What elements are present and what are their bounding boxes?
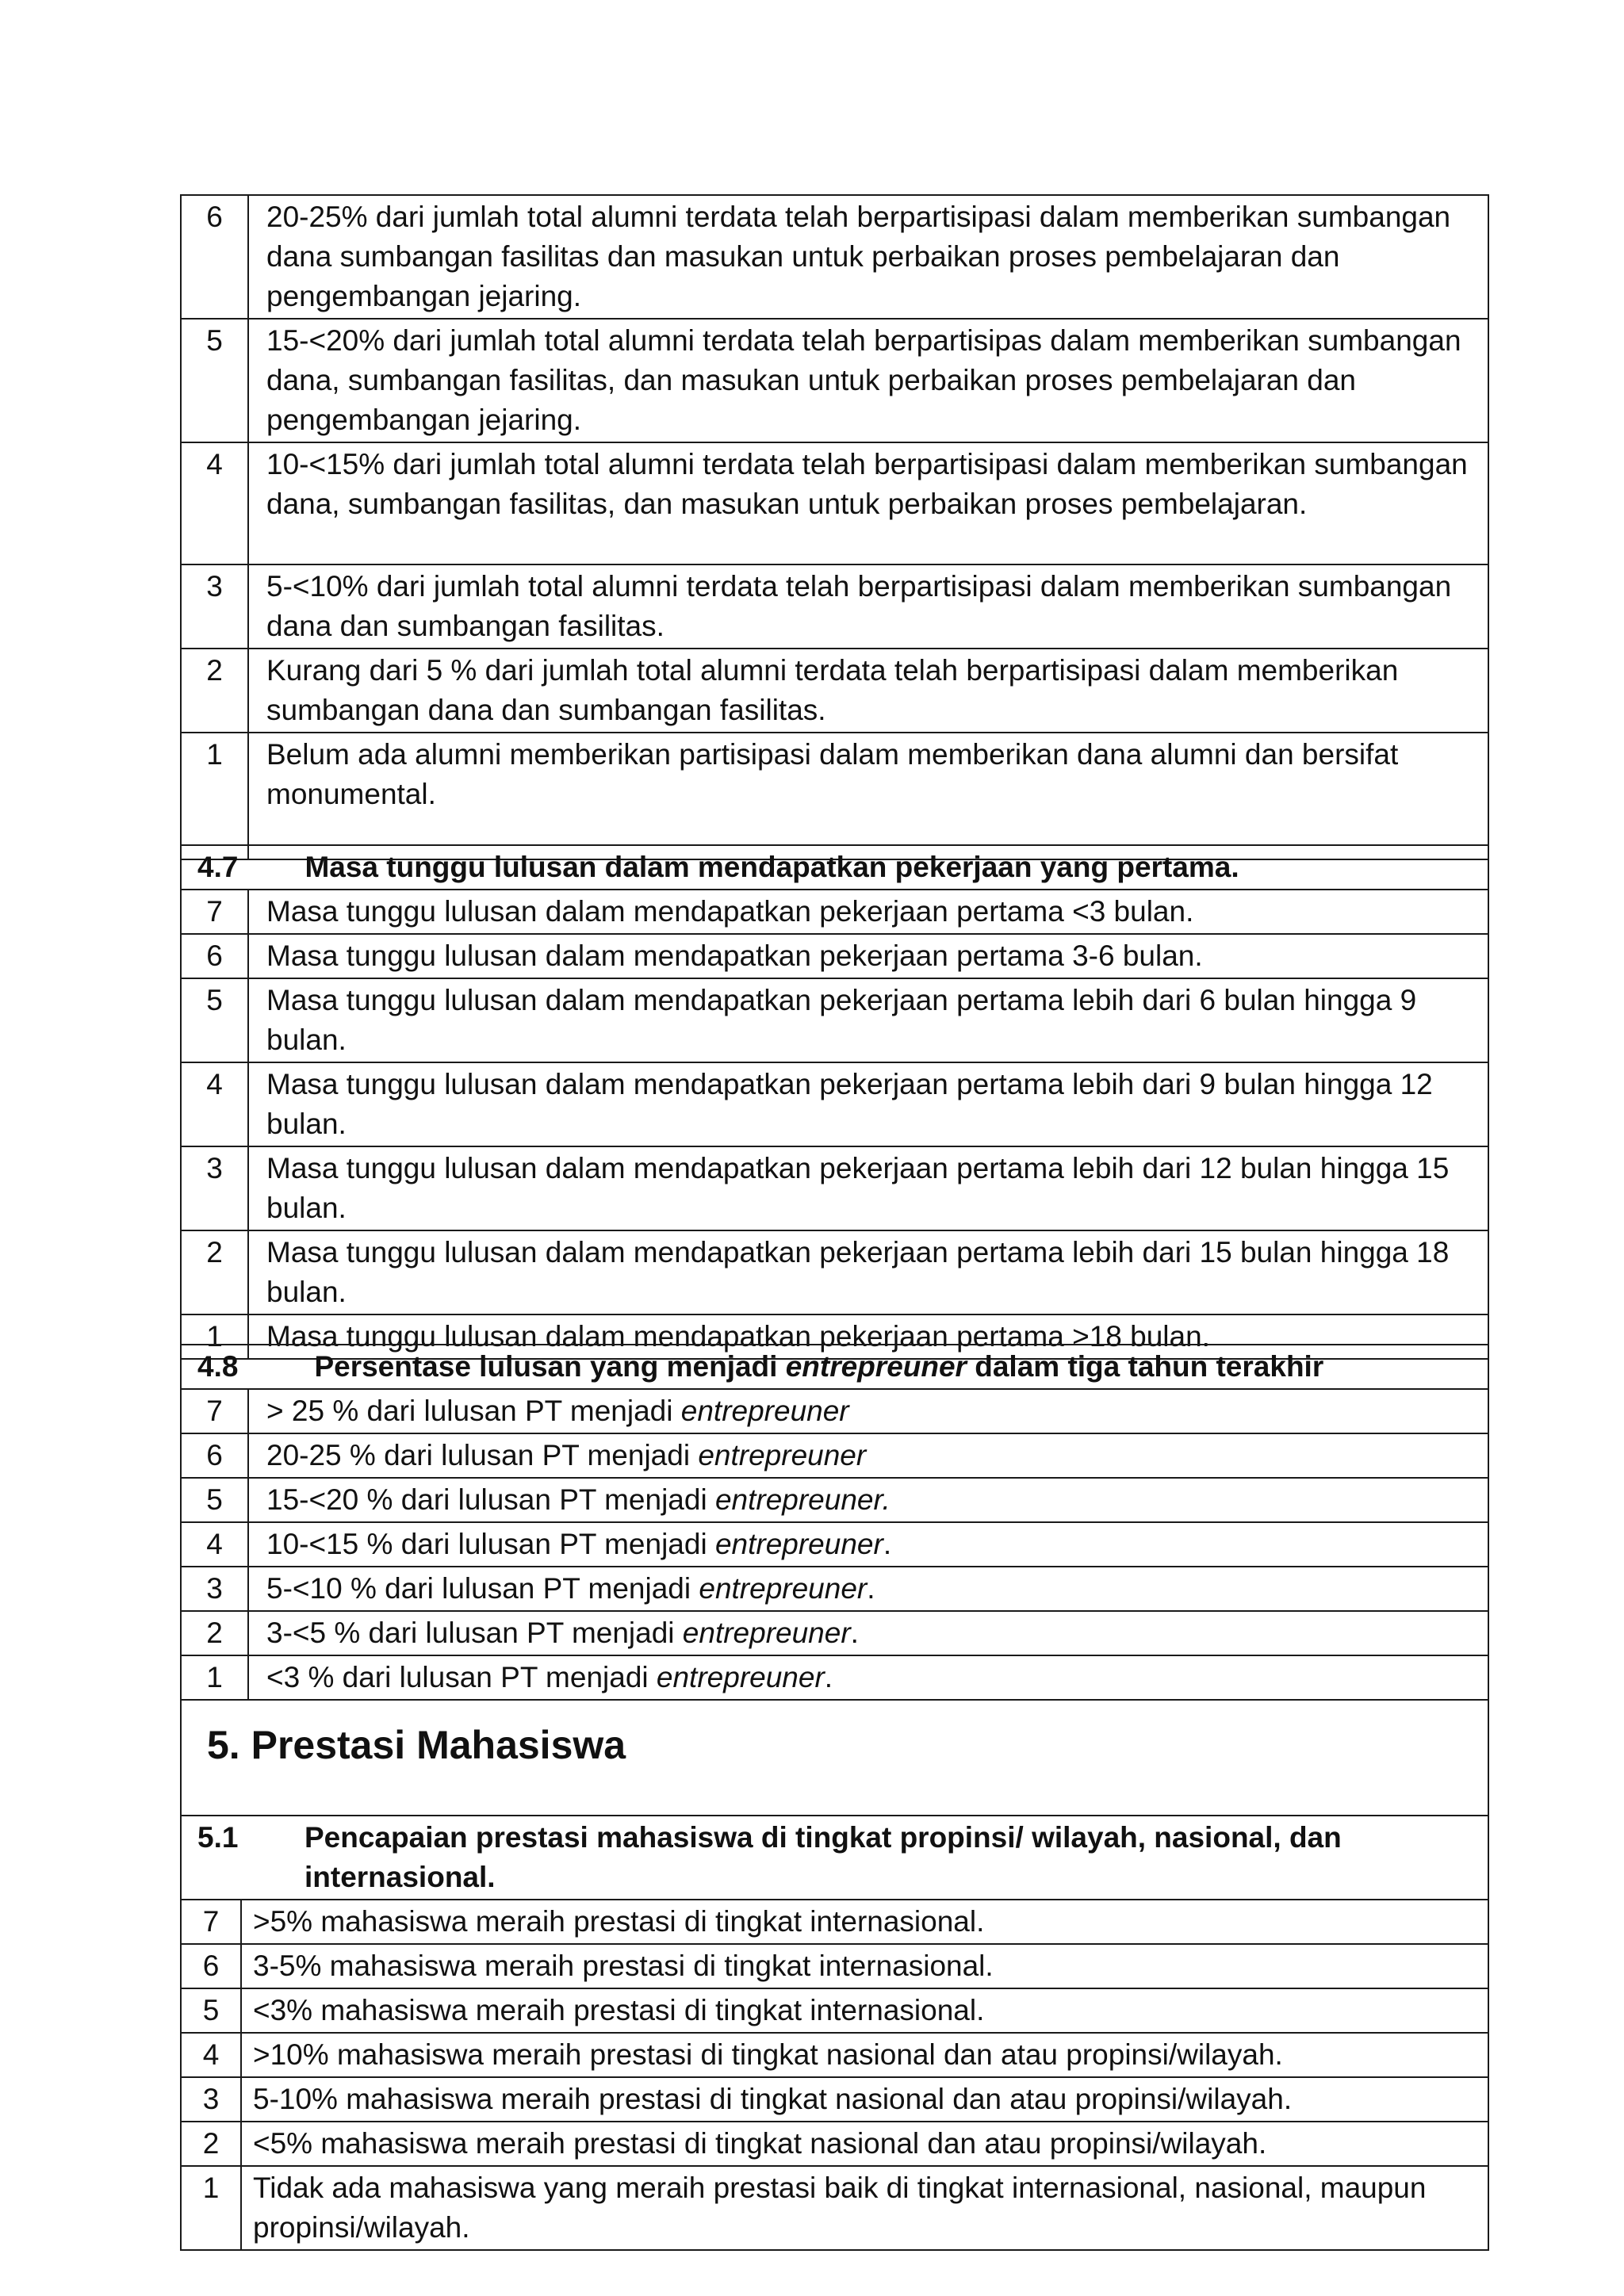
- score-cell: 1: [181, 1314, 248, 1359]
- table-row: [181, 649, 1488, 733]
- score-cell: 2: [181, 1611, 248, 1655]
- criteria-cell: 20-25% dari jumlah total alumni terdata telah berpartisipasi dalam memberikan sumbangan dana sumbangan fasilitas dan masukan untuk perbaikan proses pembelajaran dan pengembangan jejaring.: [248, 195, 1488, 319]
- criteria-cell: Masa tunggu lulusan dalam mendapatkan pekerjaan pertama lebih dari 6 bulan hingga 9 bulan.: [248, 978, 1488, 1062]
- criteria-emphasis: entrepreuner.: [714, 1483, 891, 1516]
- criteria-tail: .: [850, 1617, 859, 1649]
- table-row: [181, 1478, 1488, 1522]
- criteria-cell: [248, 1611, 1488, 1655]
- alumni-participation-table: [180, 194, 1489, 860]
- criteria-cell: 15-<20% dari jumlah total alumni terdata telah berpartisipas dalam memberikan sumbangan dana, sumbangan fasilitas, dan masukan untuk perbaikan proses pembelajaran dan pengembangan jejaring.: [248, 319, 1488, 442]
- criteria-cell: 5-10% mahasiswa meraih prestasi di tingkat nasional dan atau propinsi/wilayah.: [241, 2077, 1488, 2122]
- waiting-time-table: [180, 844, 1489, 1360]
- criteria-cell: Masa tunggu lulusan dalam mendapatkan pekerjaan pertama lebih dari 12 bulan hingga 15 bulan.: [248, 1146, 1488, 1230]
- score-cell: 1: [181, 1655, 248, 1700]
- table-row: [181, 319, 1488, 442]
- table-row: [181, 934, 1488, 978]
- criteria-tail: .: [824, 1661, 833, 1693]
- score-cell: 3: [181, 1146, 248, 1230]
- criteria-cell: Masa tunggu lulusan dalam mendapatkan pekerjaan pertama lebih dari 9 bulan hingga 12 bulan.: [248, 1062, 1488, 1146]
- score-cell: 1: [181, 2166, 241, 2250]
- score-cell: 4: [181, 1062, 248, 1146]
- criteria-code: 4.8: [197, 1350, 239, 1383]
- score-cell: 7: [181, 1389, 248, 1433]
- score-cell: 2: [181, 2122, 241, 2166]
- score-cell: 7: [181, 890, 248, 934]
- criteria-cell: Masa tunggu lulusan dalam mendapatkan pekerjaan pertama lebih dari 15 bulan hingga 18 bulan.: [248, 1230, 1488, 1314]
- table-row: [181, 890, 1488, 934]
- score-cell: 4: [181, 1522, 248, 1567]
- table-row: [181, 733, 1488, 859]
- criteria-emphasis: entrepreuner: [656, 1661, 825, 1693]
- score-cell: 2: [181, 1230, 248, 1314]
- table-row: [181, 564, 1488, 649]
- table-row: [181, 2166, 1488, 2250]
- table-row: [181, 1900, 1488, 1944]
- criteria-code: 4.7: [197, 851, 239, 883]
- score-cell: 5: [181, 1478, 248, 1522]
- criteria-emphasis: entrepreuner: [698, 1439, 867, 1471]
- criteria-cell: [248, 1389, 1488, 1433]
- table-row: [181, 2122, 1488, 2166]
- table-row: [181, 1433, 1488, 1478]
- entrepreneur-table: [180, 1344, 1489, 1701]
- criteria-emphasis: entrepreuner: [699, 1572, 868, 1605]
- criteria-cell: Kurang dari 5 % dari jumlah total alumni terdata telah berpartisipasi dalam memberikan sumbangan dana dan sumbangan fasilitas.: [248, 649, 1488, 733]
- score-cell: 6: [181, 1944, 241, 1988]
- criteria-cell: [248, 1478, 1488, 1522]
- criteria-cell: Masa tunggu lulusan dalam mendapatkan pekerjaan pertama 3-6 bulan.: [248, 934, 1488, 978]
- criteria-text: > 25 % dari lulusan PT menjadi: [266, 1395, 681, 1427]
- table-row: [181, 1944, 1488, 1988]
- criteria-cell: >10% mahasiswa meraih prestasi di tingkat nasional dan atau propinsi/wilayah.: [241, 2033, 1488, 2077]
- criteria-title: Masa tunggu lulusan dalam mendapatkan pekerjaan yang pertama.: [304, 851, 1239, 883]
- criteria-cell: [248, 1522, 1488, 1567]
- criteria-title-emphasis: entrepreuner: [785, 1350, 967, 1383]
- criteria-text: <3 % dari lulusan PT menjadi: [266, 1661, 657, 1693]
- criteria-cell: <3% mahasiswa meraih prestasi di tingkat internasional.: [241, 1988, 1488, 2033]
- criteria-cell: 10-<15% dari jumlah total alumni terdata telah berpartisipasi dalam memberikan sumbangan dana, sumbangan fasilitas, dan masukan untuk perbaikan proses pembelajaran.: [248, 442, 1488, 564]
- score-cell: 6: [181, 934, 248, 978]
- score-cell: 6: [181, 195, 248, 319]
- criteria-tail: .: [867, 1572, 875, 1605]
- criteria-title-part: dalam tiga tahun terakhir: [966, 1350, 1324, 1383]
- table-row: [181, 1522, 1488, 1567]
- criteria-cell: [248, 1433, 1488, 1478]
- criteria-cell: 3-5% mahasiswa meraih prestasi di tingkat internasional.: [241, 1944, 1488, 1988]
- criteria-cell: 5-<10% dari jumlah total alumni terdata telah berpartisipasi dalam memberikan sumbangan dana dan sumbangan fasilitas.: [248, 564, 1488, 649]
- table-row: [181, 1988, 1488, 2033]
- criteria-emphasis: entrepreuner: [680, 1395, 849, 1427]
- criteria-tail: .: [883, 1528, 892, 1560]
- score-cell: 4: [181, 442, 248, 564]
- criteria-title: [314, 1350, 1323, 1383]
- table-row: [181, 1611, 1488, 1655]
- table-row: [181, 1146, 1488, 1230]
- criteria-header-row: [181, 845, 1488, 890]
- criteria-emphasis: entrepreuner: [682, 1617, 851, 1649]
- criteria-text: 15-<20 % dari lulusan PT menjadi: [266, 1483, 715, 1516]
- score-cell: 5: [181, 978, 248, 1062]
- criteria-cell: [248, 1567, 1488, 1611]
- table-row: [181, 1062, 1488, 1146]
- criteria-cell: Masa tunggu lulusan dalam mendapatkan pekerjaan pertama <3 bulan.: [248, 890, 1488, 934]
- criteria-title-part: Persentase lulusan yang menjadi: [314, 1350, 786, 1383]
- table-row: [181, 1567, 1488, 1611]
- criteria-cell: Tidak ada mahasiswa yang meraih prestasi baik di tingkat internasional, nasional, maupun propinsi/wilayah.: [241, 2166, 1488, 2250]
- table-row: [181, 195, 1488, 319]
- score-cell: 3: [181, 2077, 241, 2122]
- criteria-code: 5.1: [197, 1821, 239, 1854]
- score-cell: 4: [181, 2033, 241, 2077]
- criteria-text: 3-<5 % dari lulusan PT menjadi: [266, 1617, 683, 1649]
- criteria-emphasis: entrepreuner: [714, 1528, 883, 1560]
- achievement-table: [180, 1678, 1489, 2251]
- criteria-title: Pencapaian prestasi mahasiswa di tingkat propinsi/ wilayah, nasional, dan internasional.: [304, 1821, 1342, 1893]
- criteria-text: 10-<15 % dari lulusan PT menjadi: [266, 1528, 715, 1560]
- criteria-cell: Masa tunggu lulusan dalam mendapatkan pekerjaan pertama >18 bulan.: [248, 1314, 1488, 1359]
- criteria-text: 5-<10 % dari lulusan PT menjadi: [266, 1572, 699, 1605]
- table-row: [181, 1230, 1488, 1314]
- criteria-cell: Belum ada alumni memberikan partisipasi dalam memberikan dana alumni dan bersifat monumental.: [248, 733, 1488, 859]
- score-cell: 3: [181, 1567, 248, 1611]
- score-cell: 3: [181, 564, 248, 649]
- criteria-header-row: [181, 1345, 1488, 1389]
- table-row: [181, 978, 1488, 1062]
- table-row: [181, 1389, 1488, 1433]
- table-row: [181, 2033, 1488, 2077]
- table-row: [181, 442, 1488, 564]
- criteria-text: 20-25 % dari lulusan PT menjadi: [266, 1439, 699, 1471]
- criteria-cell: <5% mahasiswa meraih prestasi di tingkat nasional dan atau propinsi/wilayah.: [241, 2122, 1488, 2166]
- score-cell: 6: [181, 1433, 248, 1478]
- criteria-header-row: [181, 1816, 1488, 1900]
- section-heading-row: [181, 1678, 1488, 1816]
- score-cell: 5: [181, 319, 248, 442]
- score-cell: 5: [181, 1988, 241, 2033]
- section-title: 5. Prestasi Mahasiswa: [207, 1723, 626, 1767]
- score-cell: 1: [181, 733, 248, 859]
- table-row: [181, 2077, 1488, 2122]
- score-cell: 7: [181, 1900, 241, 1944]
- criteria-cell: >5% mahasiswa meraih prestasi di tingkat internasional.: [241, 1900, 1488, 1944]
- score-cell: 2: [181, 649, 248, 733]
